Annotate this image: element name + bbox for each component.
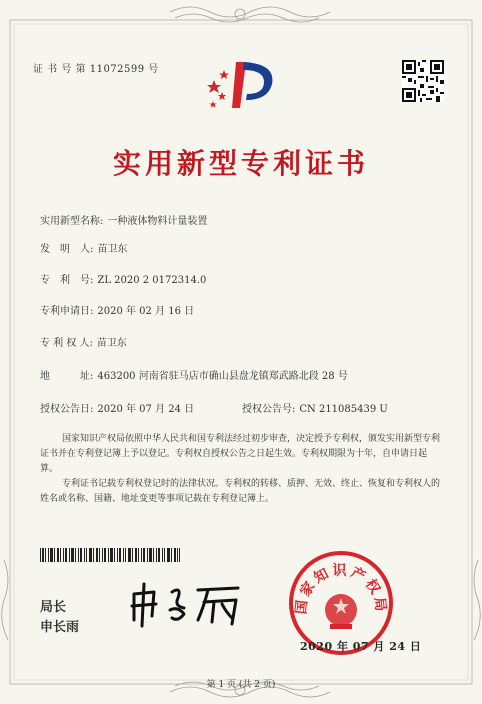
address-value: 463200 河南省驻马店市确山县盘龙镇郑武路北段 28 号 [97, 371, 348, 382]
utility-model-name-value: 一种液体物料计量装置 [107, 216, 208, 227]
page-number: 第 1 页 (共 2 页) [206, 680, 276, 690]
qr-code-icon [402, 60, 444, 102]
filing-date-value: 2020 年 02 月 16 日 [97, 306, 195, 317]
utility-model-name-row [40, 212, 207, 227]
patentee-label: 专 利 权 人: [40, 338, 93, 349]
address-label: 地 址: [40, 371, 94, 382]
signature-icon [128, 580, 248, 628]
address-row [40, 367, 348, 382]
seal-text: 国家知识产权局 [293, 563, 389, 616]
grant-number-row [242, 400, 388, 415]
grant-date-value: 2020 年 07 月 24 日 [97, 404, 195, 415]
filing-date-row [40, 302, 194, 317]
paragraph-grant: 国家知识产权局依照中华人民共和国专利法经过初步审查，决定授予专利权，颁发实用新型专利证书并在专利登记簿上予以登记。专利权自授权公告之日起生效。专利权期限为十年，自申请日起算。 [40, 434, 441, 474]
patent-number-label: 专 利 号: [40, 275, 94, 286]
grant-date-row [40, 400, 194, 415]
inventor-value: 苗卫东 [97, 244, 128, 255]
grant-number-value: CN 211085439 U [299, 404, 388, 415]
patentee-row [40, 334, 127, 349]
seal-date: 2020 年 07 月 24 日 [300, 640, 422, 653]
utility-model-name-label: 实用新型名称: [40, 216, 104, 227]
signer-title: 局长 [40, 600, 67, 615]
inventor-label: 发 明 人: [40, 244, 94, 255]
certificate-body [40, 432, 442, 507]
signer-name: 申长雨 [40, 620, 80, 635]
certificate-number: 证 书 号 第 11072599 号 [33, 64, 159, 75]
filing-date-label: 专利申请日: [40, 306, 94, 317]
certificate-title: 实用新型专利证书 [112, 147, 369, 180]
paragraph-legal-status: 专利证书记载专利权登记时的法律状况。专利权的转移、质押、无效、终止、恢复和专利权人的姓名或名称、国籍、地址变更等事项记载在专利登记簿上。 [40, 479, 441, 504]
patent-number-value: ZL 2020 2 0172314.0 [97, 275, 207, 286]
cnipa-logo-icon [200, 58, 284, 118]
patent-number-row [40, 271, 206, 286]
grant-number-label: 授权公告号: [242, 404, 296, 415]
grant-date-label: 授权公告日: [40, 404, 94, 415]
inventor-row [40, 240, 127, 255]
patentee-value: 苗卫东 [96, 338, 127, 349]
barcode-icon [40, 548, 180, 562]
